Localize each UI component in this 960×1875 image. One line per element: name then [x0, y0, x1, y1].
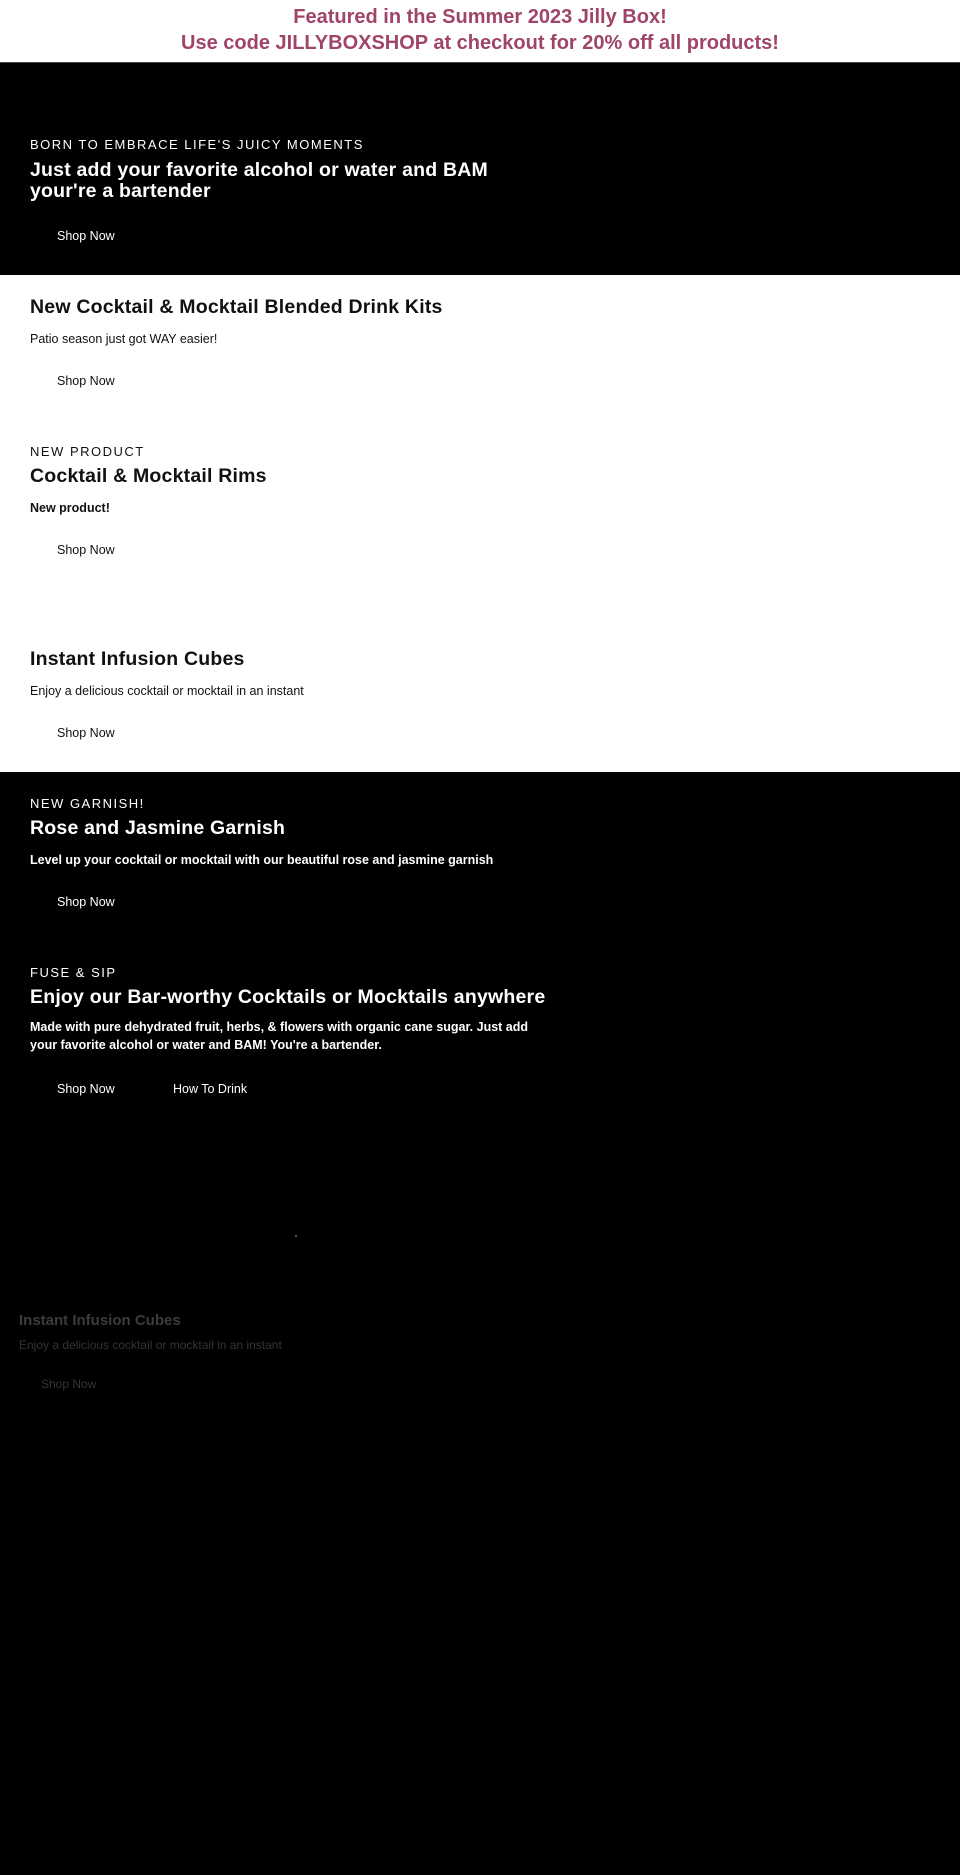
loading-indicator	[295, 1235, 297, 1237]
hero-heading: Just add your favorite alcohol or water and BAM your're a bartender	[30, 159, 488, 202]
rims-shop-now-button[interactable]: Shop Now	[57, 543, 115, 557]
announcement-line-1: Featured in the Summer 2023 Jilly Box!	[293, 6, 667, 28]
rims-text: New product!	[30, 501, 110, 515]
hero-eyebrow: BORN TO EMBRACE LIFE'S JUICY MOMENTS	[30, 137, 364, 152]
garnish-text: Level up your cocktail or mocktail with our beautiful rose and jasmine garnish	[30, 853, 494, 867]
drink-kits-text: Patio season just got WAY easier!	[30, 332, 218, 346]
drink-kits-shop-now-button[interactable]: Shop Now	[57, 374, 115, 388]
hero-banner	[0, 63, 960, 275]
fuse-text: Made with pure dehydrated fruit, herbs, & flowers with organic cane sugar. Just add your favorite alcohol or water and BAM! You're a bartender.	[30, 1020, 529, 1052]
garnish-eyebrow: NEW GARNISH!	[30, 796, 145, 811]
fuse-heading: Enjoy our Bar-worthy Cocktails or Mocktails anywhere	[30, 986, 546, 1008]
light-section	[0, 275, 960, 772]
garnish-shop-now-button[interactable]: Shop Now	[57, 895, 115, 909]
rims-heading: Cocktail & Mocktail Rims	[30, 465, 267, 487]
faded-slide-text: Enjoy a delicious cocktail or mocktail in an instant	[19, 1338, 282, 1352]
dark-section	[0, 772, 960, 1875]
hero-shop-now-button[interactable]: Shop Now	[57, 229, 115, 243]
announcement-bar	[0, 0, 960, 63]
faded-slide-heading: Instant Infusion Cubes	[19, 1312, 181, 1329]
announcement-line-2: Use code JILLYBOXSHOP at checkout for 20% off all products!	[181, 32, 779, 54]
garnish-heading: Rose and Jasmine Garnish	[30, 817, 286, 839]
cubes-heading: Instant Infusion Cubes	[30, 648, 245, 670]
cubes-shop-now-button[interactable]: Shop Now	[57, 726, 115, 740]
fuse-eyebrow: FUSE & SIP	[30, 965, 117, 980]
fuse-shop-now-button[interactable]: Shop Now	[57, 1082, 115, 1096]
faded-slide-shop-now-button[interactable]: Shop Now	[41, 1377, 97, 1391]
how-to-drink-button[interactable]: How To Drink	[173, 1082, 248, 1096]
rims-eyebrow: NEW PRODUCT	[30, 444, 145, 459]
cubes-text: Enjoy a delicious cocktail or mocktail in an instant	[30, 684, 304, 698]
drink-kits-heading: New Cocktail & Mocktail Blended Drink Kits	[30, 296, 443, 318]
